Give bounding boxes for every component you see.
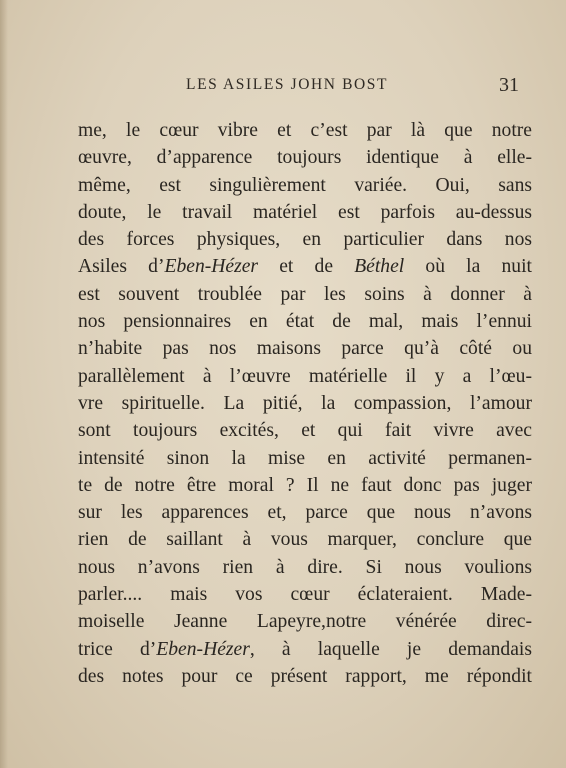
text-line: est souvent troublée par les soins à donner à	[78, 283, 532, 305]
text-line: nos pensionnaires en état de mal, mais l’ennui	[78, 311, 532, 333]
italic-place-name: Béthel	[354, 256, 405, 278]
text-line: sur les apparences et, parce que nous n’avons	[78, 502, 532, 524]
text-line: moiselle Jeanne Lapeyre,notre vénérée direc-	[78, 611, 532, 633]
text-line: parallèlement à l’œuvre matérielle il y a l’œu-	[78, 365, 532, 387]
page-edge-shadow	[0, 0, 8, 768]
text-line: vre spirituelle. La pitié, la compassion, l’amour	[78, 392, 532, 414]
text-line: des notes pour ce présent rapport, me répondit	[78, 665, 532, 687]
text-line: parler.... mais vos cœur éclateraient. Made-	[78, 584, 532, 606]
text-line: te de notre être moral ? Il ne faut donc pas juger	[78, 474, 532, 496]
body-text	[78, 117, 532, 690]
running-title: LES ASILES JOHN BOST	[186, 76, 389, 93]
text-line: doute, le travail matériel est parfois au-dessus	[78, 201, 532, 223]
text-line: des forces physiques, en particulier dans nos	[78, 229, 532, 251]
text-line: me, le cœur vibre et c’est par là que notre	[78, 120, 532, 141]
text-line: n’habite pas nos maisons parce qu’à côté ou	[78, 338, 532, 360]
text-line: trice d’Eben-Hézer, à laquelle je demandais	[78, 638, 532, 660]
page-number: 31	[499, 74, 519, 96]
text-line: nous n’avons rien à dire. Si nous voulions	[78, 556, 532, 578]
italic-place-name: Eben-Hézer	[156, 638, 250, 660]
text-line: intensité sinon la mise en activité permanen-	[78, 447, 532, 469]
text-line: sont toujours excités, et qui fait vivre avec	[78, 420, 532, 442]
text-line: même, est singulièrement variée. Oui, sans	[78, 174, 532, 196]
page-header	[0, 74, 566, 100]
italic-place-name: Eben-Hézer	[164, 256, 259, 278]
text-line: Asiles d’Eben-Hézer et de Béthel où la nuit	[78, 256, 532, 278]
text-line: œuvre, d’apparence toujours identique à elle-	[78, 147, 532, 169]
text-line: rien de saillant à vous marquer, conclure que	[78, 529, 532, 551]
